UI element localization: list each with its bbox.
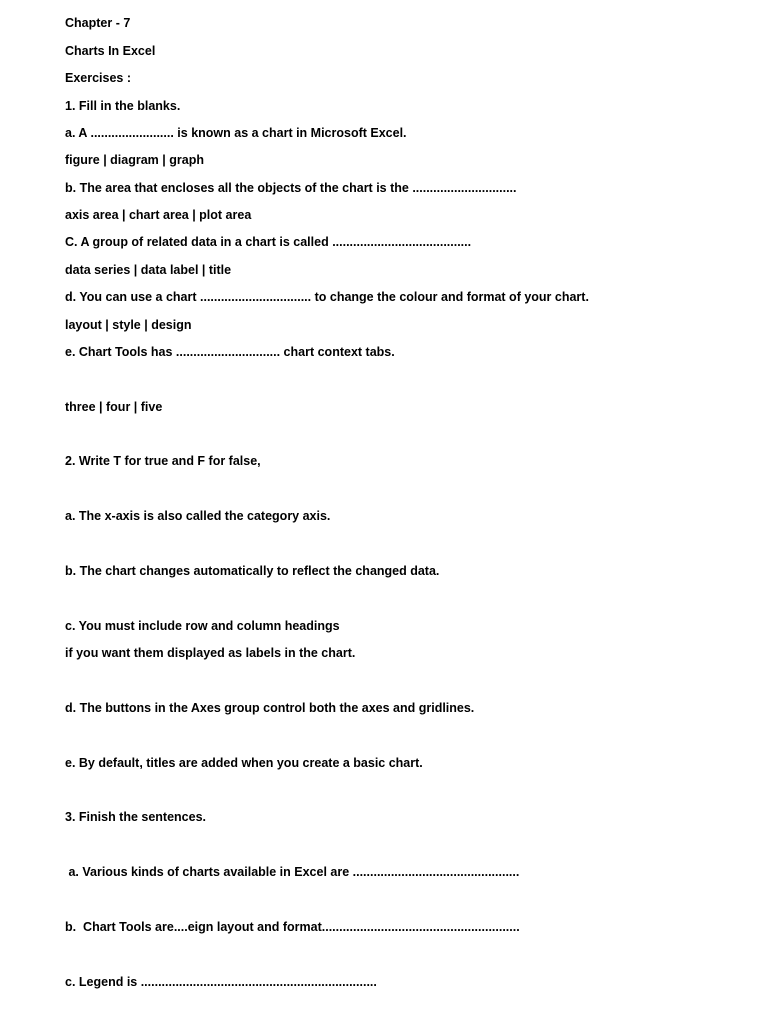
question-c-options: data series | data label | title [65, 263, 232, 277]
sentence-c: c. Legend is .................................................................... [65, 975, 377, 989]
question-e: e. Chart Tools has .............................. chart context tabs. [65, 345, 395, 359]
section2-heading: 2. Write T for true and F for false, [65, 454, 261, 468]
question-b-options: axis area | chart area | plot area [65, 208, 252, 222]
statement-c: c. You must include row and column headings [65, 619, 340, 633]
statement-c-continued: if you want them displayed as labels in the chart. [65, 646, 356, 660]
question-d: d. You can use a chart ................................ to change the colour and format of your chart. [65, 290, 589, 304]
question-c: C. A group of related data in a chart is called ........................................ [65, 235, 472, 249]
section3-heading: 3. Finish the sentences. [65, 810, 207, 824]
section1-heading: 1. Fill in the blanks. [65, 99, 181, 113]
question-a: a. A ........................ is known as a chart in Microsoft Excel. [65, 126, 407, 140]
statement-b: b. The chart changes automatically to reflect the changed data. [65, 564, 440, 578]
question-b: b. The area that encloses all the objects of the chart is the .............................. [65, 181, 517, 195]
statement-e: e. By default, titles are added when you create a basic chart. [65, 756, 423, 770]
statement-a: a. The x-axis is also called the category axis. [65, 509, 331, 523]
question-e-options: three | four | five [65, 400, 163, 414]
exercises-heading: Exercises : [65, 71, 132, 85]
statement-d: d. The buttons in the Axes group control both the axes and gridlines. [65, 701, 475, 715]
chapter-title: Charts In Excel [65, 44, 156, 58]
question-a-options: figure | diagram | graph [65, 153, 204, 167]
sentence-a: a. Various kinds of charts available in Excel are ................................................ [65, 865, 520, 879]
sentence-b: b. Chart Tools are....eign layout and format......................................................... [65, 920, 520, 934]
chapter-number: Chapter - 7 [65, 16, 131, 30]
question-d-options: layout | style | design [65, 318, 192, 332]
